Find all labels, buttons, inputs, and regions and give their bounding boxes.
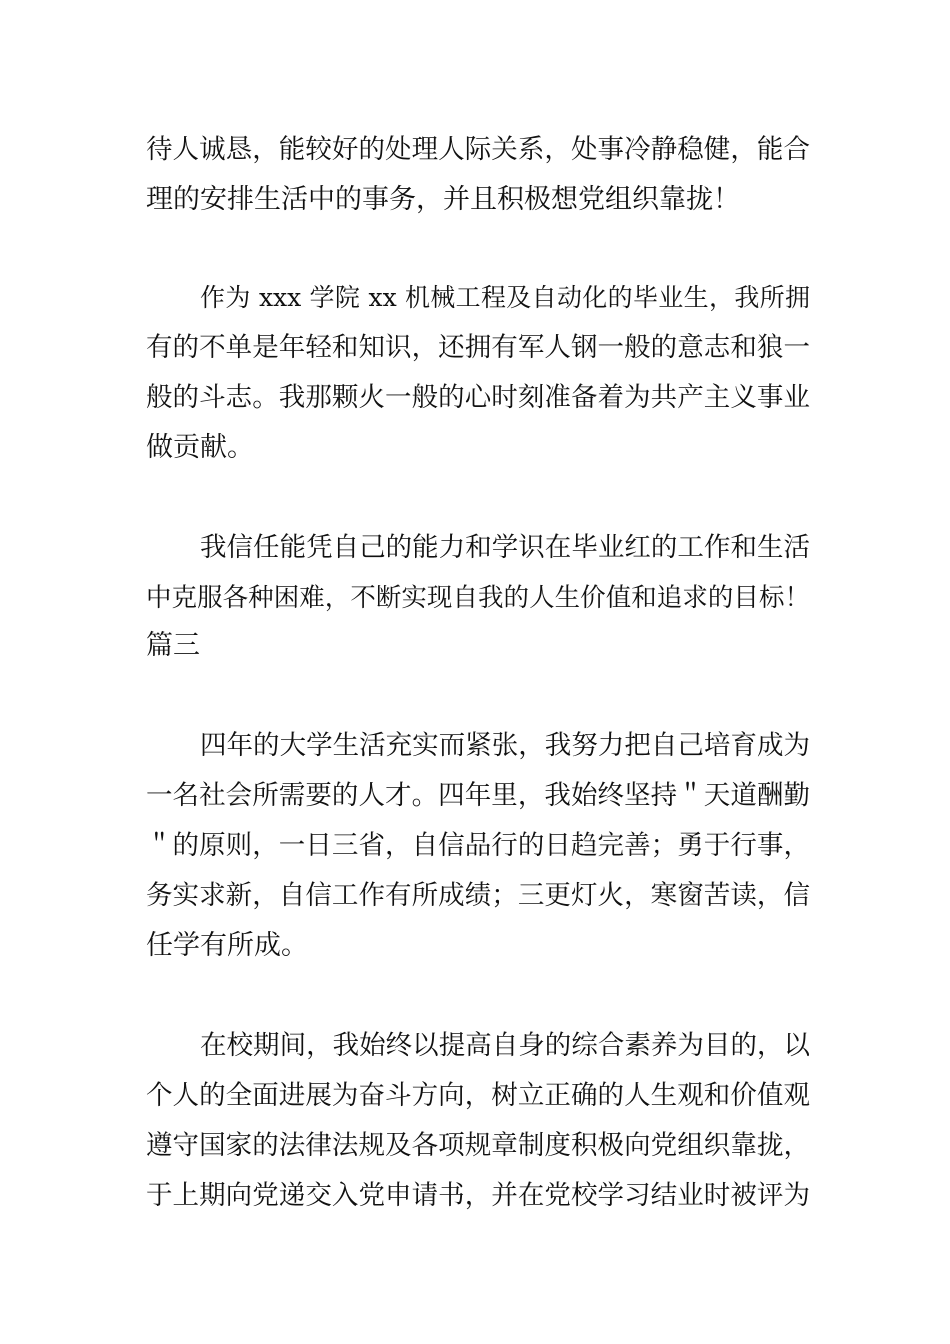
paragraph-2-line-1: 作为 xxx 学院 xx 机械工程及自动化的毕业生，我所拥 [200,283,810,312]
paragraph-5-line-4: 于上期向党递交入党申请书，并在党校学习结业时被评为 [146,1180,810,1211]
paragraph-5-line-3: 遵守国家的法律法规及各项规章制度积极向党组织靠拢， [146,1130,810,1161]
paragraph-5-line-1: 在校期间，我始终以提高自身的综合素养为目的，以 [200,1030,810,1061]
paragraph-3-line-2: 中克服各种困难，不断实现自我的人生价值和追求的目标！ [146,583,810,613]
paragraph-4-line-4: 务实求新，自信工作有所成绩；三更灯火，寒窗苦读，信 [146,880,810,911]
paragraph-4-line-3: ＂的原则，一日三省，自信品行的日趋完善；勇于行事， [146,830,810,861]
paragraph-4-line-1: 四年的大学生活充实而紧张，我努力把自己培育成为 [200,730,810,761]
paragraph-2-line-4: 做贡献。 [146,432,254,463]
paragraph-5-line-2: 个人的全面进展为奋斗方向，树立正确的人生观和价值观 [146,1080,810,1111]
paragraph-1-line-1: 待人诚恳，能较好的处理人际关系，处事冷静稳健，能合 [146,134,810,165]
section-heading: 篇三 [146,630,200,661]
paragraph-2-line-2: 有的不单是年轻和知识，还拥有军人钢一般的意志和狼一 [146,332,810,363]
paragraph-4-line-5: 任学有所成。 [146,930,308,961]
paragraph-1-line-2: 理的安排生活中的事务，并且积极想党组织靠拢！ [146,184,740,215]
paragraph-3-line-1: 我信任能凭自己的能力和学识在毕业红的工作和生活 [200,532,810,563]
paragraph-2-line-3: 般的斗志。我那颗火一般的心时刻准备着为共产主义事业 [146,382,810,413]
paragraph-4-line-2: 一名社会所需要的人才。四年里，我始终坚持＂天道酬勤 [146,780,810,811]
